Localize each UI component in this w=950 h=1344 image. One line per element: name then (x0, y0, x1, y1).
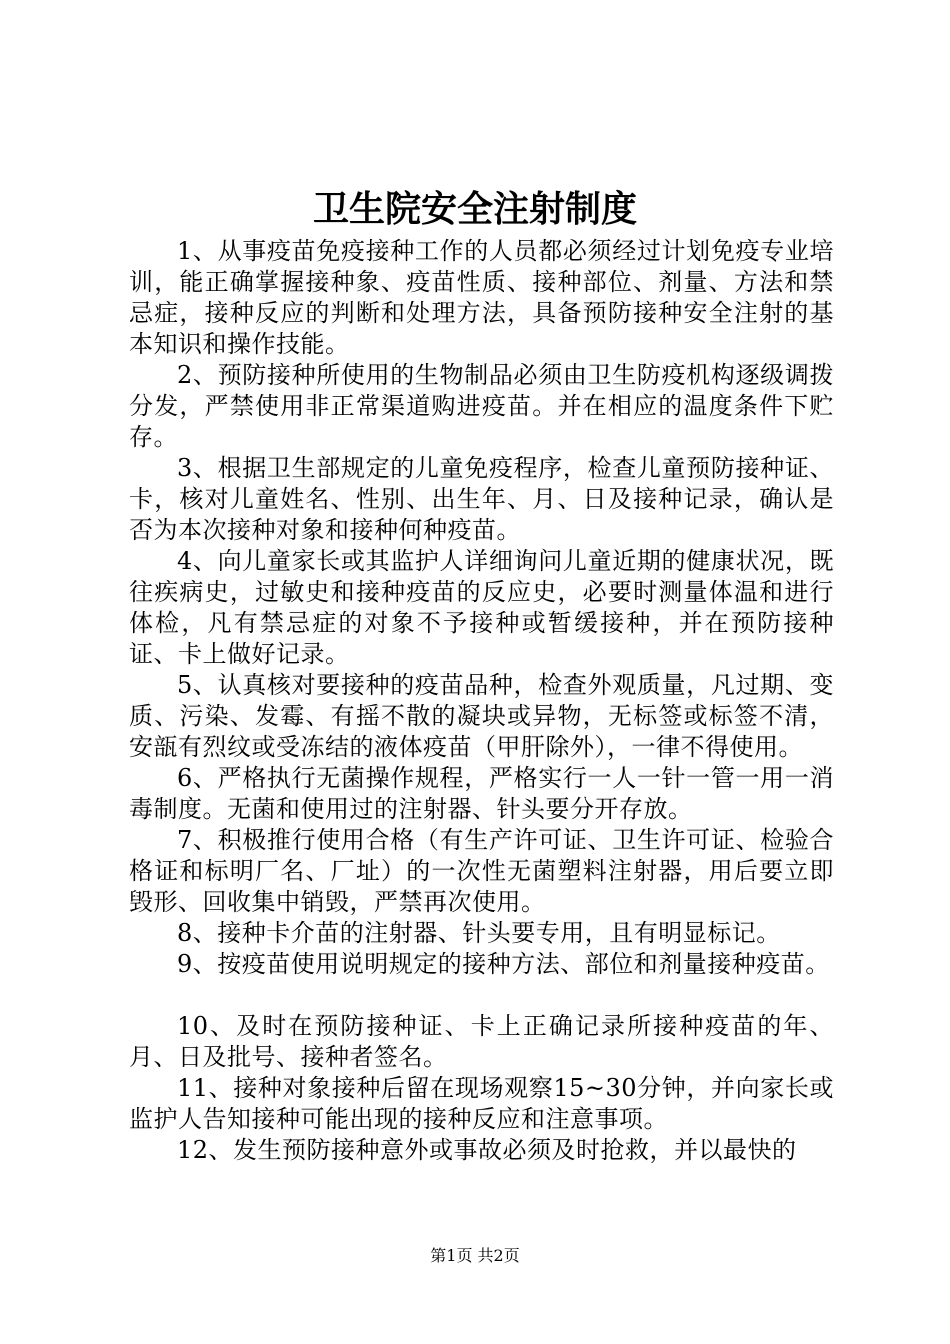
paragraph-4: 4、向儿童家长或其监护人详细询问儿童近期的健康状况，既往疾病史，过敏史和接种疫苗的反应史，必要时测量体温和进行体检，凡有禁忌症的对象不予接种或暂缓接种，并在预防接种证、卡上做好记录。 (129, 547, 834, 668)
paragraph-3: 3、根据卫生部规定的儿童免疫程序，检查儿童预防接种证、卡，核对儿童姓名、性别、出生年、月、日及接种记录，确认是否为本次接种对象和接种何种疫苗。 (129, 454, 834, 544)
document-title: 卫生院安全注射制度 (312, 188, 637, 230)
document-body (129, 236, 834, 1166)
paragraph-11: 11、接种对象接种后留在现场观察15~30分钟，并向家长或监护人告知接种可能出现的接种反应和注意事项。 (129, 1074, 834, 1133)
paragraph-10: 10、及时在预防接种证、卡上正确记录所接种疫苗的年、月、日及批号、接种者签名。 (129, 1012, 834, 1071)
paragraph-12: 12、发生预防接种意外或事故必须及时抢救，并以最快的 (177, 1136, 797, 1164)
paragraph-7: 7、积极推行使用合格（有生产许可证、卫生许可证、检验合格证和标明厂名、厂址）的一次性无菌塑料注射器，用后要立即毁形、回收集中销毁，严禁再次使用。 (129, 826, 834, 916)
page-footer: 第1页 共2页 (430, 1246, 520, 1265)
paragraph-1: 1、从事疫苗免疫接种工作的人员都必须经过计划免疫专业培训，能正确掌握接种象、疫苗性质、接种部位、剂量、方法和禁忌症，接种反应的判断和处理方法，具备预防接种安全注射的基本知识和操作技能。 (129, 237, 834, 358)
paragraph-6: 6、严格执行无菌操作规程，严格实行一人一针一管一用一消毒制度。无菌和使用过的注射器、针头要分开存放。 (129, 764, 834, 823)
paragraph-5: 5、认真核对要接种的疫苗品种，检查外观质量，凡过期、变质、污染、发霉、有摇不散的凝块或异物，无标签或标签不清，安瓿有烈纹或受冻结的液体疫苗（甲肝除外），一律不得使用。 (129, 671, 834, 761)
paragraph-8: 8、接种卡介苗的注射器、针头要专用，且有明显标记。 (177, 919, 781, 947)
paragraph-9: 9、按疫苗使用说明规定的接种方法、部位和剂量接种疫苗。 (177, 950, 830, 978)
paragraph-2: 2、预防接种所使用的生物制品必须由卫生防疫机构逐级调拨分发，严禁使用非正常渠道购进疫苗。并在相应的温度条件下贮存。 (129, 361, 834, 451)
